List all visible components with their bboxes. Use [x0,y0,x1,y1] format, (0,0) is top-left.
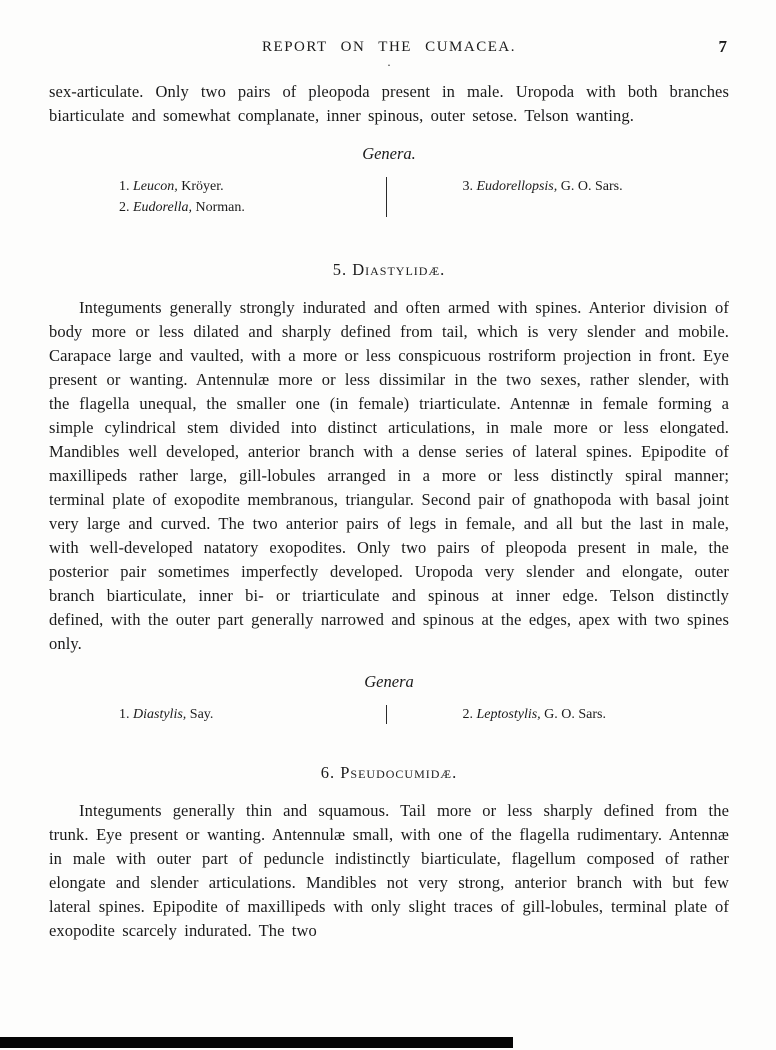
genus-name: Diastylis, [133,707,187,722]
paragraph-continuation: sex-articulate. Only two pairs of pleopoda present in male. Uropoda with both branches biarticulate and somewhat complanate, inner spinous, outer setose. Telson wanting. [49,82,729,125]
genera-column-left [49,176,386,218]
scan-artifact-bar [0,1037,513,1048]
page-header [49,36,729,58]
genera-heading-1: Genera. [362,144,416,163]
genus-number: 1. [119,179,130,194]
genera-table-1 [49,176,729,218]
printer-dot-mark: . [387,54,391,69]
genus-item-diastylis [119,704,386,725]
genera-column-right [387,176,730,218]
genus-number: 3. [462,179,473,194]
paragraph-pseudocumidae: Integuments generally thin and squamous. Tail more or less sharply defined from the trunk. Eye present or wanting. Antennulæ small, with one of the flagella rudimentary. Antennæ in male with outer part of peduncle indistinctly biarticulate, flagellum composed of rather elongate and slender articulations. Mandibles not very strong, anterior branch with but few lateral spines. Epipodite of maxillipeds with only slight traces of gill-lobules, terminal plate of exopodite scarcely indurated. The two [49,801,729,940]
genus-author: G. O. Sars. [544,707,607,722]
paragraph-diastylidae: Integuments generally strongly indurated and often armed with spines. Anterior division of body more or less dilated and sharply defined from tail, which is very slender and mobile. Carapace large and vaulted, with a more or less conspicuous rostriform projection in front. Eye present or wanting. Antennulæ more or less dissimilar in the two sexes, rather slender, with the flagella unequal, the smaller one (in female) triarticulate. Antennæ in female forming a simple cylindrical stem divided into distinct articulations, in male more or less elongated. Mandibles well developed, anterior branch with a dense series of lateral spines. Epipodite of maxillipeds rather large, gill-lobules arranged in a more or less distinctly spiral manner; terminal plate of exopodite membranous, triangular. Second pair of gnathopoda with basal joint very large and curved. The two anterior pairs of legs in female, and all but the last in male, with well-developed natatory exopodites. Only two pairs of pleopoda present in male, the posterior pair sometimes imperfectly developed. Uropoda very slender and elongate, outer branch biarticulate, inner bi- or triarticulate and spinous at inner edge. Telson distinctly defined, with the outer part generally narrowed and spinous at the edges, apex with two spines only. [49,298,729,653]
running-title: REPORT ON THE CUMACEA. [262,39,516,55]
genus-name: Leptostylis, [476,707,541,722]
genus-item-eudorellopsis [463,176,730,197]
genus-item-eudorella [119,197,386,218]
genera-heading-2: Genera [364,672,414,691]
genera-table-2 [49,704,729,725]
genus-number: 2. [462,707,473,722]
section-heading-pseudocumidae: 6. Pseudocumidæ. [320,763,458,782]
genus-number: 2. [119,200,130,215]
genus-author: Say. [189,707,214,722]
section-heading-diastylidae: 5. Diastylidæ. [332,260,446,279]
page-number: 7 [718,37,727,56]
genus-author: Kröyer. [181,179,224,194]
genus-name: Eudorellopsis, [476,179,558,194]
genus-item-leptostylis [463,704,730,725]
genus-author: Norman. [195,200,245,215]
genera-column-right [387,704,730,725]
genera-column-left [49,704,386,725]
genus-author: G. O. Sars. [560,179,623,194]
genus-name: Eudorella, [133,200,192,215]
genus-name: Leucon, [133,179,178,194]
genus-item-leucon [119,176,386,197]
genus-number: 1. [119,707,130,722]
